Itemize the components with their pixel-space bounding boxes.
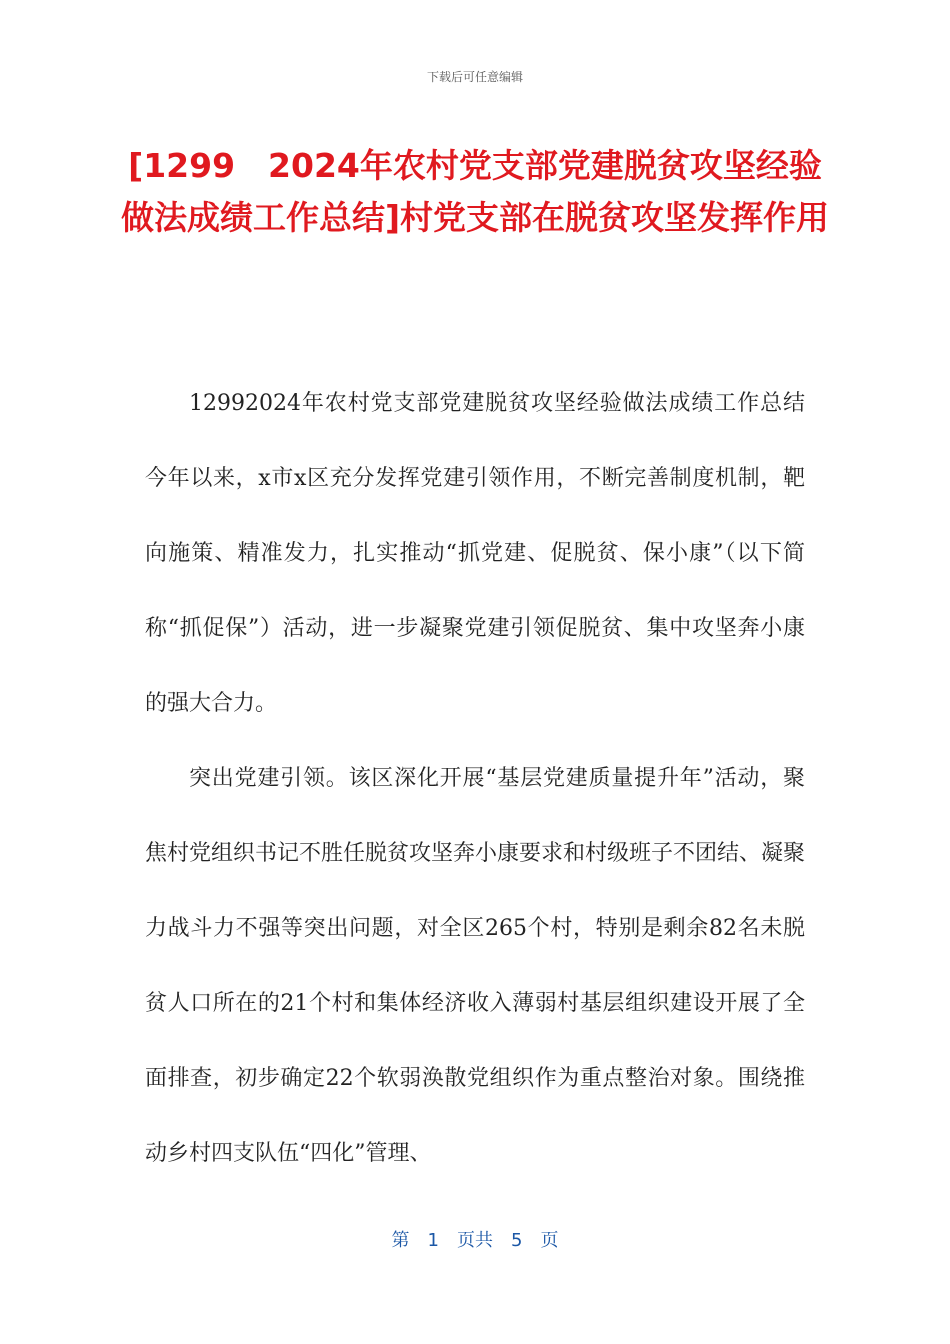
header-note: 下载后可任意编辑 bbox=[426, 70, 523, 84]
paragraph: 突出党建引领。该区深化开展“基层党建质量提升年”活动，聚焦村党组织书记不胜任脱贫攻坚奔小康要求和村级班子不团结、凝聚力战斗力不强等突出问题，对全区265个村，特别是剩余82名未脱贫人口所在的21个村和集体经济收入薄弱村基层组织建设开展了全面排查，初步确定22个软弱涣散党组织作为重点整治对象。围绕推动乡村四支队伍“四化”管理、 bbox=[145, 766, 806, 1166]
page-number-footer: 第 1 页共 5 页 bbox=[391, 1230, 559, 1251]
document-title: [1299 2024年农村党支部党建脱贫攻坚经验做法成绩工作总结]村党支部在脱贫攻坚发挥作用 bbox=[120, 146, 830, 237]
document-body bbox=[145, 366, 805, 1191]
paragraph: 12992024年农村党支部党建脱贫攻坚经验做法成绩工作总结今年以来，x市x区充分发挥党建引领作用，不断完善制度机制，靶向施策、精准发力，扎实推动“抓党建、促脱贫、保小康”（以下简称“抓促保”）活动，进一步凝聚党建引领促脱贫、集中攻坚奔小康的强大合力。 bbox=[145, 391, 805, 716]
